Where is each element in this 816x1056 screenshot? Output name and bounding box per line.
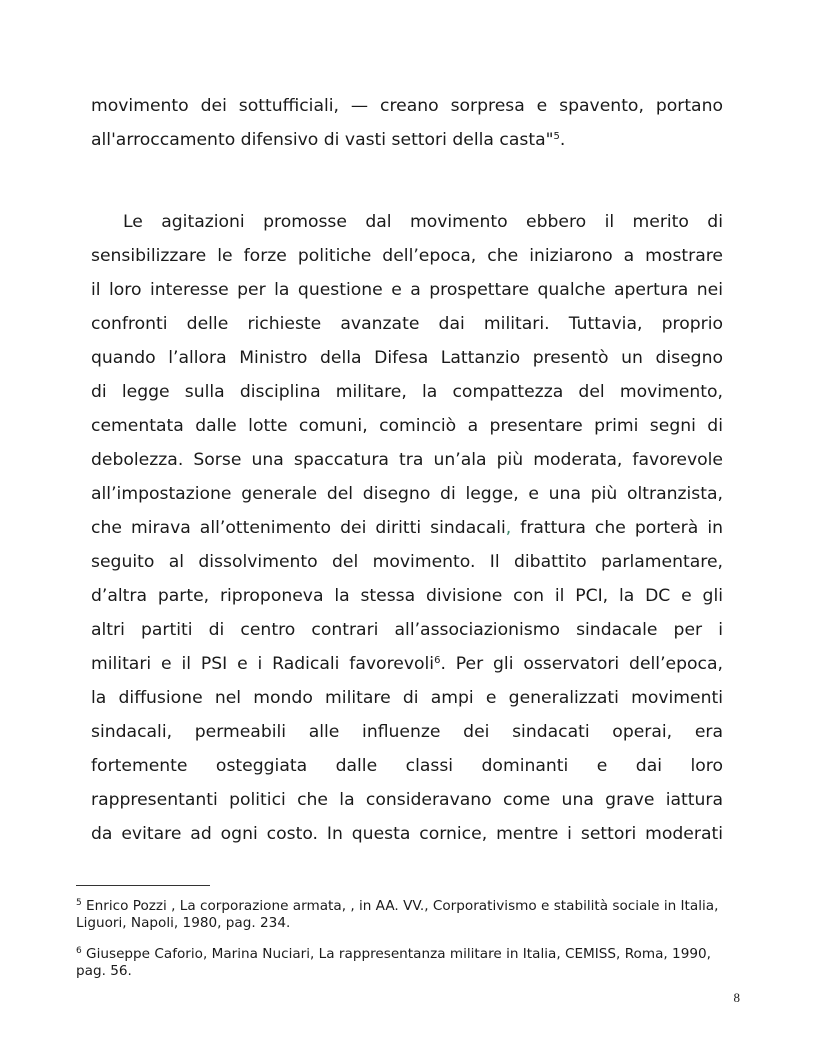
p2-line-11: seguito al dissolvimento del movimento. Il dibattito parlamentare, [91, 552, 723, 572]
footnote-5 [76, 898, 739, 932]
p2-line-6: di legge sulla disciplina militare, la compattezza del movimento, [91, 382, 723, 402]
p1-line-2 [91, 123, 723, 157]
p2-line-12: d’altra parte, riproponeva la stessa divisione con il PCI, la DC e gli [91, 586, 723, 606]
p2-line-13: altri partiti di centro contrari all’associazionismo sindacale per i [91, 620, 723, 640]
p2-line-4: confronti delle richieste avanzate dai militari. Tuttavia, proprio [91, 314, 723, 334]
p2-line-19: da evitare ad ogni costo. In questa cornice, mentre i settori moderati [91, 824, 723, 844]
footnote-5-text: Enrico Pozzi , La corporazione armata, , in AA. VV., Corporativismo e stabilità sociale in Italia, Liguori, Napoli, 1980, pag. 234. [76, 898, 719, 931]
p2-line-14-text: militari e il PSI e i Radicali favorevoli [91, 654, 435, 674]
paragraph-1 [91, 89, 723, 157]
p1-line-1: movimento dei sottufficiali, — creano sorpresa e spavento, portano [91, 96, 723, 116]
p2-line-16: sindacali, permeabili alle influenze dei sindacati operai, era [91, 722, 723, 742]
p2-line-5: quando l’allora Ministro della Difesa Lattanzio presentò un disegno [91, 348, 723, 368]
p2-line-1: Le agitazioni promosse dal movimento ebbero il merito di [123, 212, 723, 232]
footnote-5-number: 5 [76, 898, 82, 908]
p1-line-2-text: all'arroccamento difensivo di vasti settori della casta" [91, 130, 554, 150]
footnote-separator [76, 885, 210, 886]
footnote-6 [76, 946, 739, 980]
p2-line-17: fortemente osteggiata dalle classi dominanti e dai loro [91, 756, 723, 776]
p2-line-14 [91, 647, 723, 681]
footnote-6-number: 6 [76, 946, 82, 956]
p2-line-8: debolezza. Sorse una spaccatura tra un’ala più moderata, favorevole [91, 450, 723, 470]
p2-line-10-rest: frattura che porterà in [511, 518, 723, 538]
p2-line-10 [91, 511, 723, 545]
page-number: 8 [733, 990, 740, 1005]
highlighted-comma: , [505, 518, 512, 538]
p2-line-9: all’impostazione generale del disegno di legge, e una più oltranzista, [91, 484, 723, 504]
p2-line-14-rest: . Per gli osservatori dell’epoca, [440, 654, 723, 674]
p2-line-7: cementata dalle lotte comuni, cominciò a presentare primi segni di [91, 416, 723, 436]
footnote-ref-6[interactable]: 6 [434, 655, 441, 666]
paragraph-2 [91, 205, 723, 851]
footnote-6-text: Giuseppe Caforio, Marina Nuciari, La rappresentanza militare in Italia, CEMISS, Roma, 1990, pag. 56. [76, 946, 711, 979]
p1-line-2-tail: . [559, 130, 566, 150]
footnote-ref-5[interactable]: 5 [553, 131, 560, 142]
p2-line-15: la diffusione nel mondo militare di ampi e generalizzati movimenti [91, 688, 723, 708]
p2-line-3: il loro interesse per la questione e a prospettare qualche apertura nei [91, 280, 723, 300]
p2-line-18: rappresentanti politici che la consideravano come una grave iattura [91, 790, 723, 810]
p2-line-10-text: che mirava all’ottenimento dei diritti sindacali [91, 518, 506, 538]
p2-line-2: sensibilizzare le forze politiche dell’epoca, che iniziarono a mostrare [91, 246, 723, 266]
